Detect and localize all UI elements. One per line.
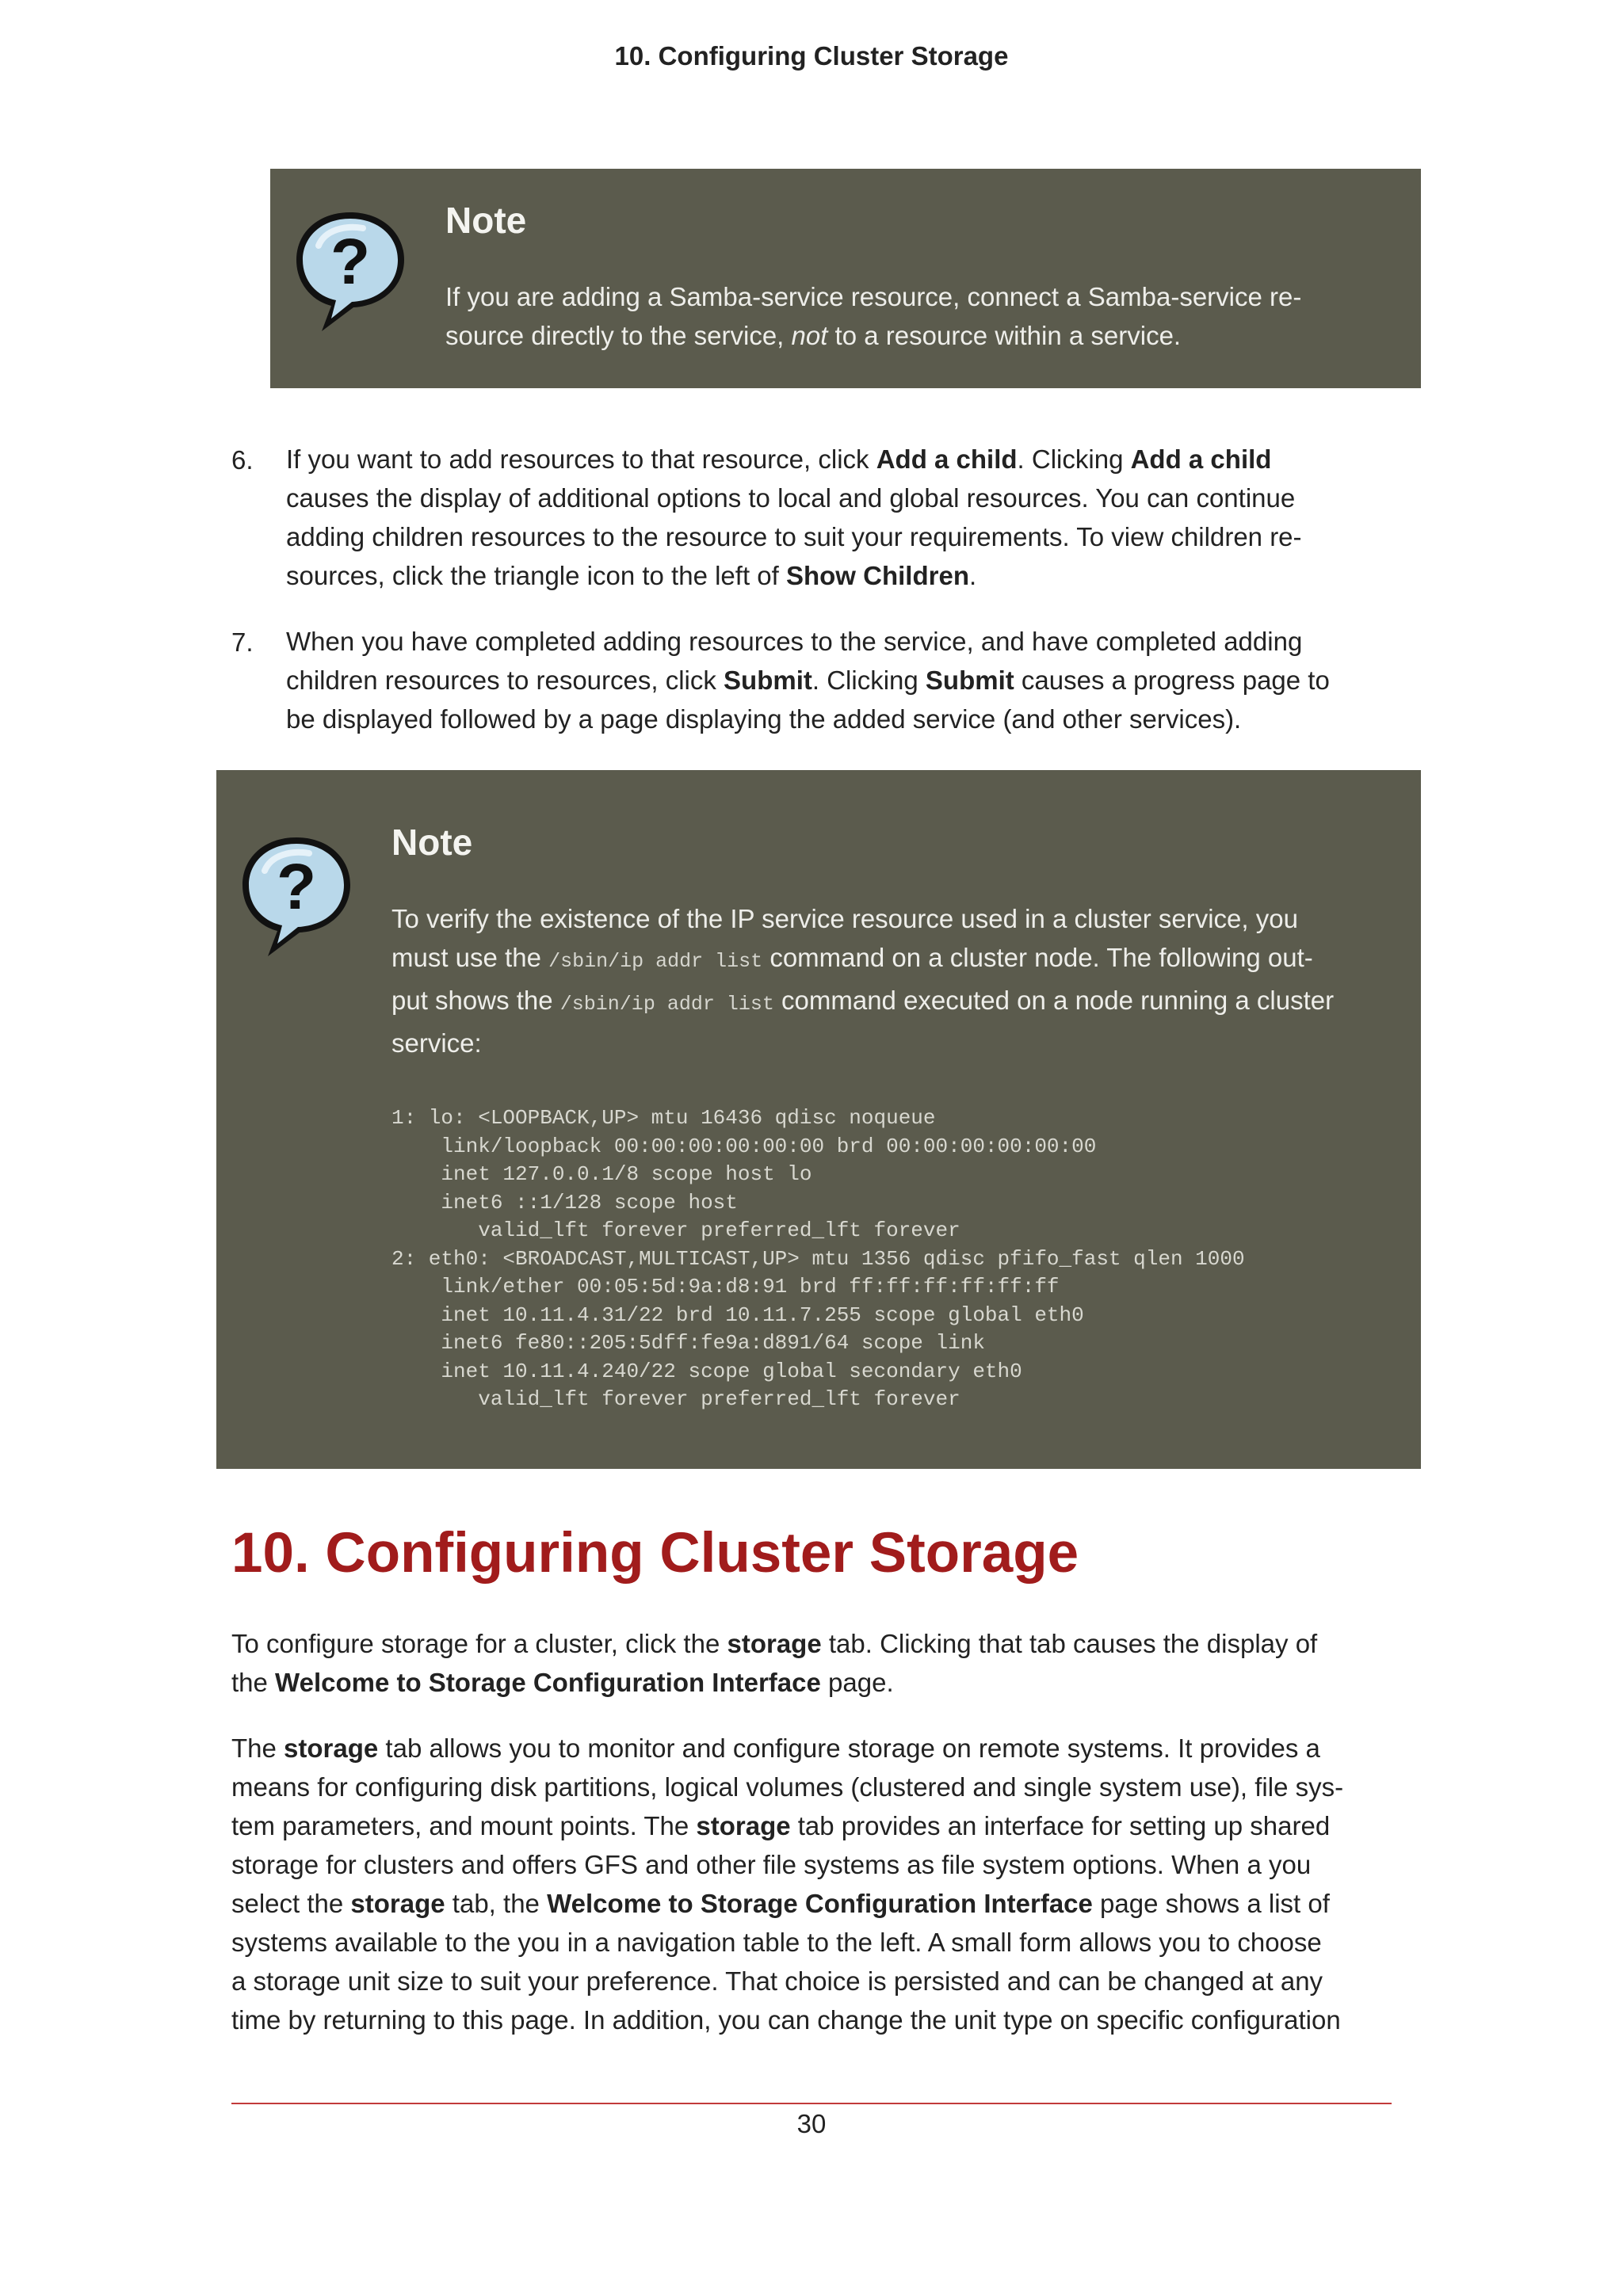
ui-term: storage: [284, 1733, 379, 1763]
note-box: [216, 770, 1421, 1469]
question-speech-bubble-icon: [236, 830, 357, 963]
text-run: If you are adding a Samba-service resource, connect a Samba-service re-: [445, 282, 1302, 311]
emphasis-text: not: [791, 321, 828, 350]
note-body: [445, 277, 1301, 355]
text-line: time by returning to this page. In addition, you can change the unit type on specific configuration: [231, 2005, 1341, 2035]
page-number: 30: [796, 2109, 827, 2138]
text-line: systems available to the you in a navigation table to the left. A small form allows you to choose: [231, 1928, 1322, 1957]
text-line: [231, 1663, 1317, 1702]
note-box: [270, 169, 1421, 388]
text-run: If you want to add resources to that resource, click: [286, 444, 876, 474]
note-title: Note: [445, 200, 527, 241]
ui-term: Welcome to Storage Configuration Interface: [547, 1889, 1093, 1918]
text-run: page shows a list of: [1092, 1889, 1330, 1918]
text-line: [286, 556, 1302, 595]
text-line: [286, 661, 1330, 700]
command-text: /sbin/ip addr list: [548, 950, 763, 973]
running-header: 10. Configuring Cluster Storage: [614, 41, 1009, 71]
text-run: tab provides an interface for setting up shared: [790, 1811, 1331, 1840]
text-run: tab, the: [445, 1889, 548, 1918]
text-run: . Clicking: [812, 666, 926, 695]
text-run: the: [231, 1668, 276, 1697]
code-block: 1: lo: <LOOPBACK,UP> mtu 16436 qdisc noqueue link/loopback 00:00:00:00:00:00 brd 00:00:00:00:00:00 inet 127.0.0.1/8 scope host lo inet6 ::1/128 scope host valid_lft forever preferred_lft forever 2: eth0: <BROADCAST,MULTICAST,UP> mtu 1356 qdisc pfifo_fast qlen 1000 link/ether 00:05:5d:9a:d8:91 brd ff:ff:ff:ff:ff:ff inet 10.11.4.31/22 brd 10.11.7.255 scope global eth0 inet6 fe80::205:5dff:fe9a:d891/64 scope link inet 10.11.4.240/22 scope global secondary eth0 valid_lft forever preferred_lft forever: [391, 1106, 1245, 1411]
text-run: .: [968, 561, 977, 590]
text-run: causes a progress page to: [1014, 666, 1330, 695]
text-run: children resources to resources, click: [286, 666, 724, 695]
text-line: [445, 316, 1301, 355]
text-run: sources, click the triangle icon to the left of: [286, 561, 786, 590]
ui-term: Add a child: [876, 444, 1018, 474]
text-line: When you have completed adding resources to the service, and have completed adding: [286, 627, 1303, 656]
text-line: [391, 938, 1334, 981]
paragraph: [231, 1624, 1317, 1702]
text-line: [445, 277, 1301, 316]
text-line: [286, 440, 1302, 479]
text-run: must use the: [391, 943, 549, 972]
text-line: adding children resources to the resource to suit your requirements. To view children re-: [286, 522, 1302, 551]
text-run: . Clicking: [1017, 444, 1131, 474]
text-line: To verify the existence of the IP service resource used in a cluster service, you: [391, 904, 1298, 933]
text-run: put shows the: [391, 986, 560, 1015]
text-line: a storage unit size to suit your preference. That choice is persisted and can be changed at any: [231, 1966, 1323, 1996]
text-line: service:: [391, 1028, 482, 1058]
question-speech-bubble-icon: [290, 204, 411, 338]
paragraph: [231, 1729, 1343, 2039]
text-line: be displayed followed by a page displaying the added service (and other services).: [286, 704, 1242, 734]
footer-rule: [231, 2103, 1392, 2104]
text-run: tab. Clicking that tab causes the display of: [821, 1629, 1318, 1658]
step-number: 7.: [231, 627, 254, 657]
ui-term: storage: [350, 1889, 445, 1918]
text-line: [391, 981, 1334, 1024]
step-number: 6.: [231, 445, 254, 475]
text-line: [231, 1624, 1317, 1663]
text-run: tab allows you to monitor and configure storage on remote systems. It provides a: [378, 1733, 1320, 1763]
text-run: source directly to the service,: [445, 321, 792, 350]
text-run: select the: [231, 1889, 351, 1918]
text-line: [231, 1729, 1343, 1768]
section-title: 10. Configuring Cluster Storage: [231, 1522, 1079, 1585]
text-run: page.: [820, 1668, 894, 1697]
text-line: [231, 1884, 1343, 1923]
text-run: command on a cluster node. The following out-: [762, 943, 1313, 972]
text-run: To configure storage for a cluster, click the: [231, 1629, 727, 1658]
svg-text:?: ?: [330, 226, 371, 298]
svg-text:?: ?: [276, 851, 317, 923]
text-line: [231, 1806, 1343, 1845]
ui-term: Add a child: [1130, 444, 1272, 474]
ui-term: Submit: [724, 666, 812, 695]
text-run: tem parameters, and mount points. The: [231, 1811, 697, 1840]
text-line: causes the display of additional options to local and global resources. You can continue: [286, 483, 1296, 513]
text-line: storage for clusters and offers GFS and other file systems as file system options. When a you: [231, 1850, 1312, 1879]
command-text: /sbin/ip addr list: [559, 993, 774, 1016]
ui-term: Submit: [925, 666, 1014, 695]
note-body: [391, 899, 1334, 1062]
ui-term: Show Children: [785, 561, 969, 590]
text-run: The: [231, 1733, 285, 1763]
ui-term: storage: [727, 1629, 822, 1658]
step-text: [286, 622, 1330, 738]
text-line: means for configuring disk partitions, logical volumes (clustered and single system use), file sys-: [231, 1772, 1344, 1802]
ui-term: storage: [696, 1811, 791, 1840]
ui-term: Welcome to Storage Configuration Interface: [275, 1668, 821, 1697]
note-title: Note: [391, 822, 473, 863]
text-run: to a resource within a service.: [827, 321, 1182, 350]
text-run: command executed on a node running a cluster: [773, 986, 1335, 1015]
step-text: [286, 440, 1302, 595]
